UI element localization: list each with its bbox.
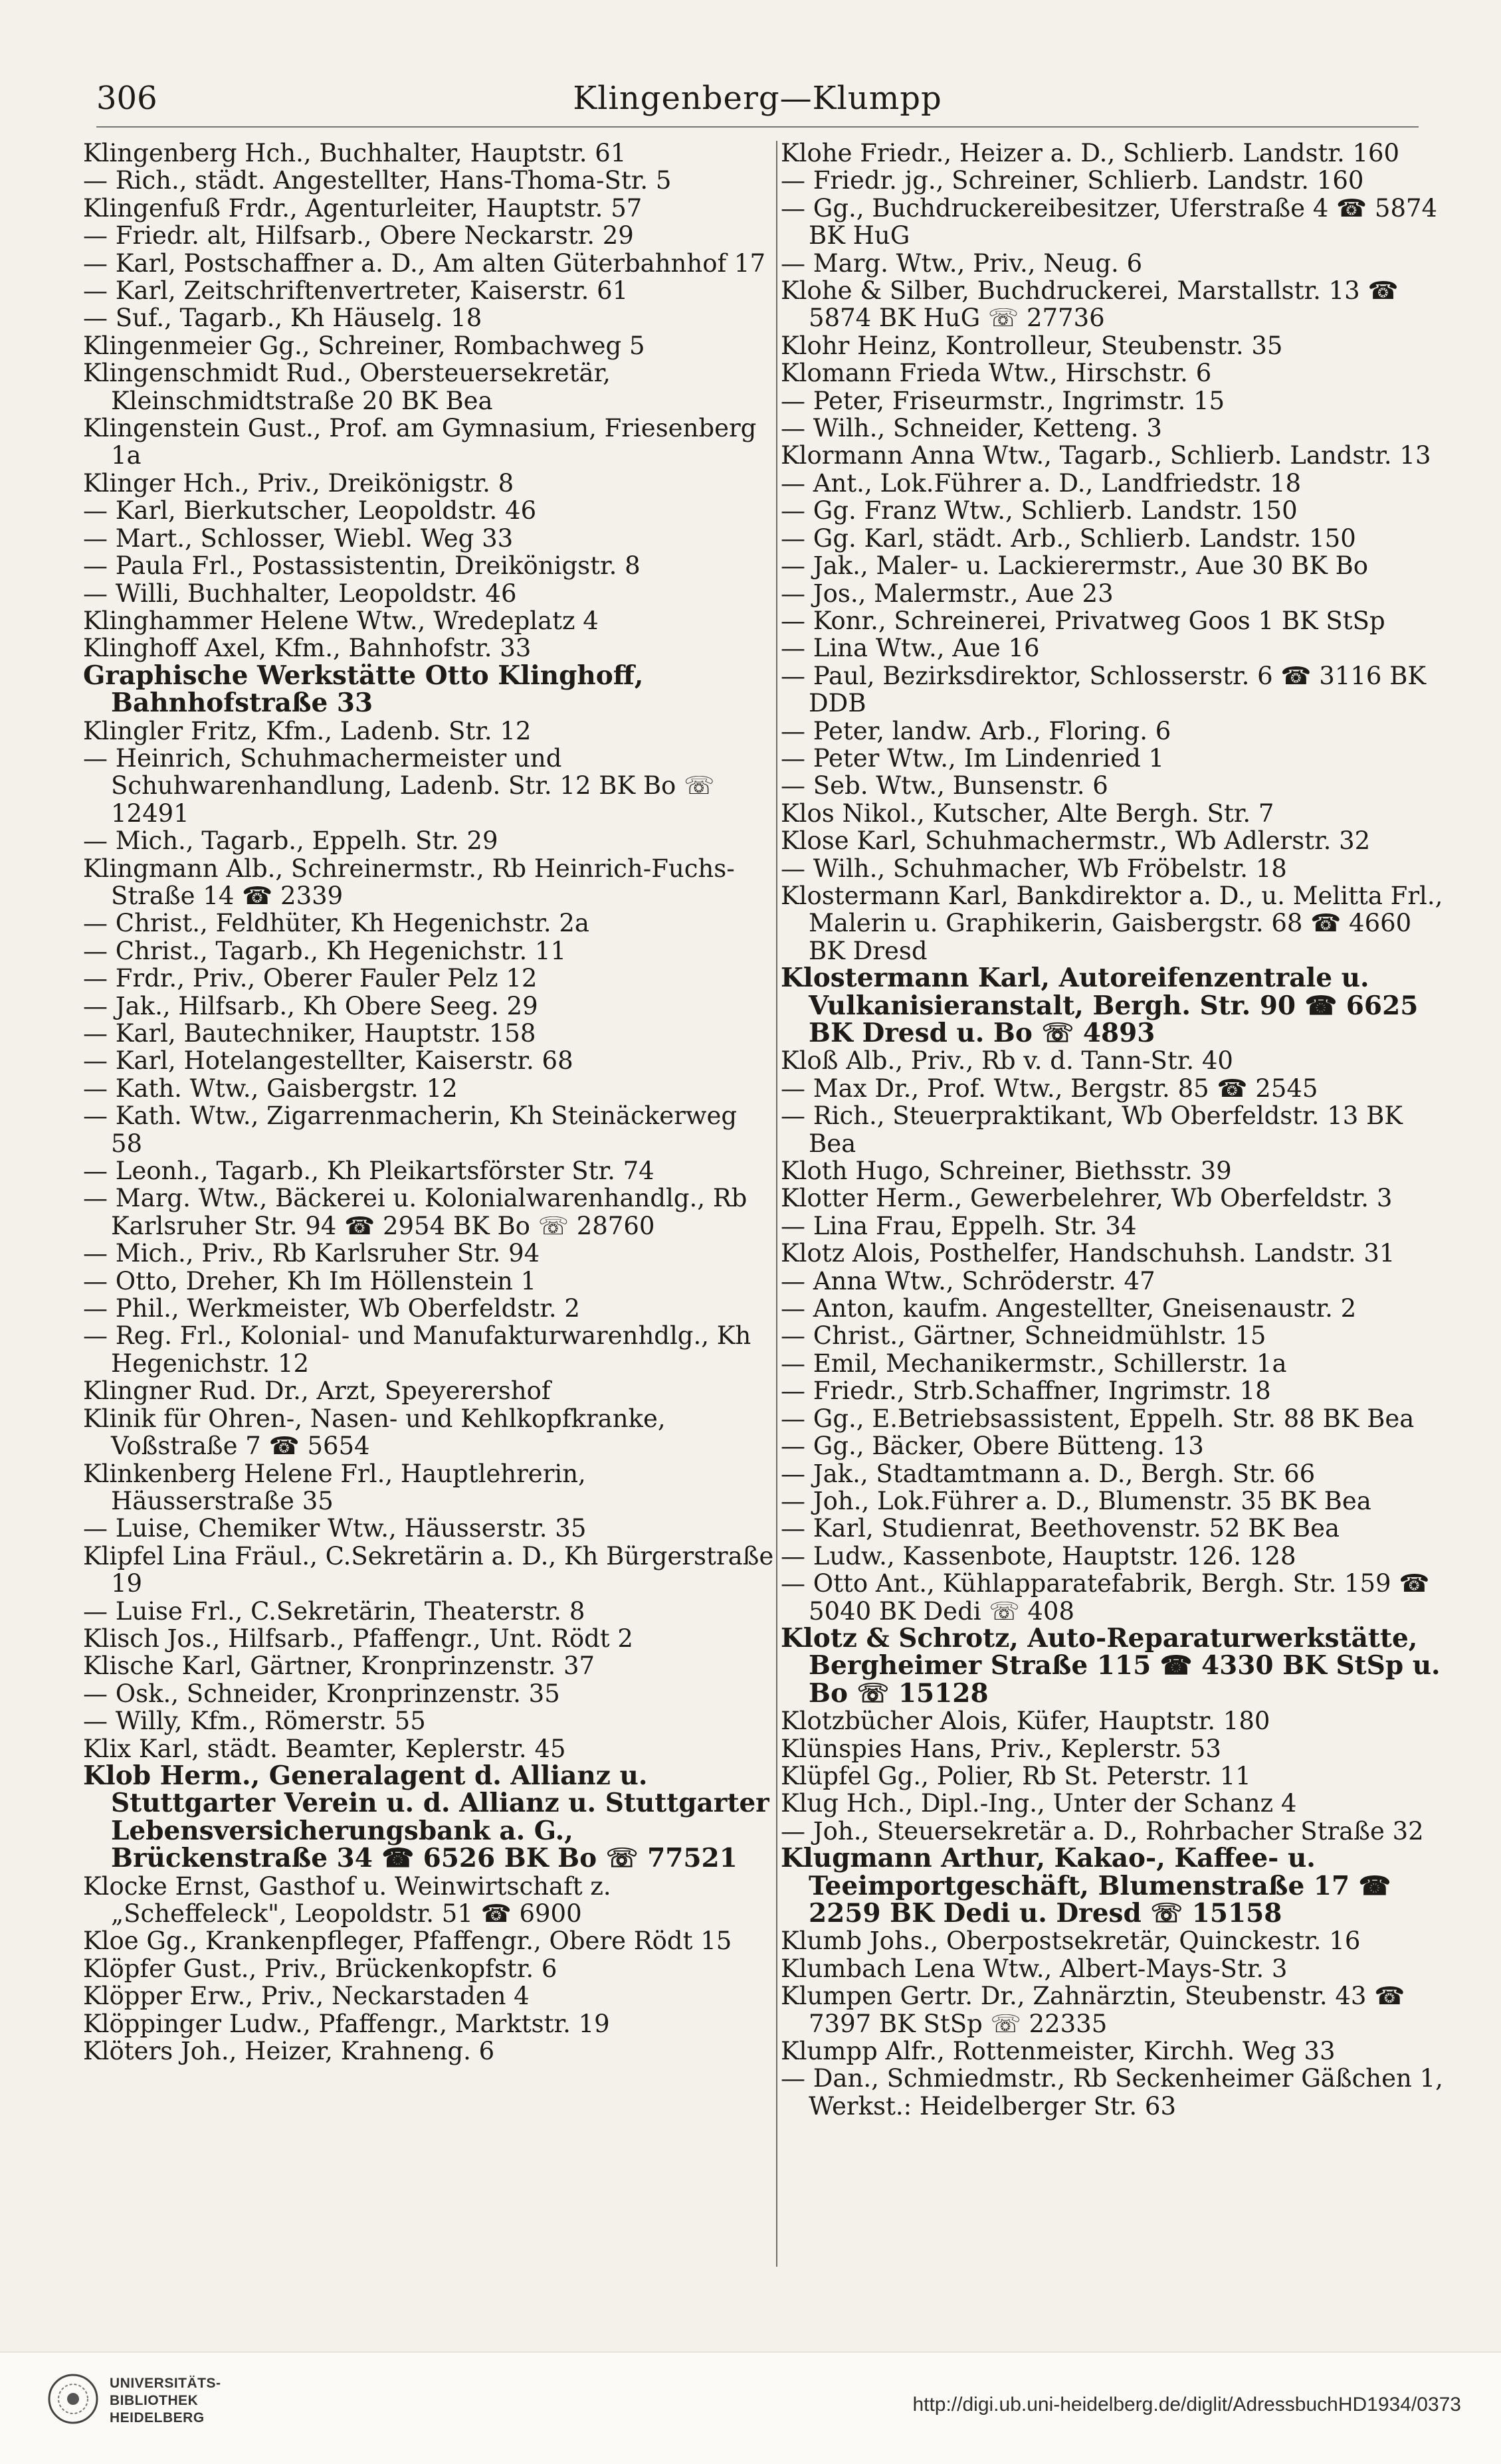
directory-entry: Klinkenberg Helene Frl., Hauptlehrerin, Häusserstraße 35 xyxy=(83,1459,586,1515)
directory-entry: Klinghoff Axel, Kfm., Bahnhofstr. 33 xyxy=(83,634,532,663)
directory-entry: — Gg. Karl, städt. Arb., Schlierb. Landstr. 150 xyxy=(781,523,1356,553)
directory-entry: — Luise Frl., C.Sekretärin, Theaterstr. 8 xyxy=(83,1596,585,1626)
directory-entry: Klostermann Karl, Bankdirektor a. D., u. Melitta Frl., Malerin u. Graphikerin, Gaisbergstr. 68 ☎ 4660 BK Dresd xyxy=(781,881,1443,965)
directory-entry: Kloe Gg., Krankenpfleger, Pfaffengr., Obere Rödt 15 xyxy=(83,1927,732,1956)
directory-entry: Klotz Alois, Posthelfer, Handschuhsh. Landstr. 31 xyxy=(781,1239,1395,1268)
directory-entry: Klormann Anna Wtw., Tagarb., Schlierb. Landstr. 13 xyxy=(781,441,1431,470)
directory-entry: Klohr Heinz, Kontrolleur, Steubenstr. 35 xyxy=(781,331,1283,360)
directory-entry: — Suf., Tagarb., Kh Häuselg. 18 xyxy=(83,304,482,333)
directory-entry: Klingenberg Hch., Buchhalter, Hauptstr. 61 xyxy=(83,139,627,167)
directory-entry: — Osk., Schneider, Kronprinzenstr. 35 xyxy=(83,1679,560,1708)
directory-entry: — Christ., Tagarb., Kh Hegenichstr. 11 xyxy=(83,936,567,965)
directory-entry: Klingmann Alb., Schreinermstr., Rb Heinrich-Fuchs-Straße 14 ☎ 2339 xyxy=(83,854,735,910)
directory-entry: Klingler Fritz, Kfm., Ladenb. Str. 12 xyxy=(83,716,532,745)
directory-entry: Klinghammer Helene Wtw., Wredeplatz 4 xyxy=(83,606,599,635)
directory-entry: — Ant., Lok.Führer a. D., Landfriedstr. 18 xyxy=(781,468,1302,498)
directory-entry: — Dan., Schmiedmstr., Rb Seckenheimer Gäßchen 1, Werkst.: Heidelberger Str. 63 xyxy=(781,2064,1443,2121)
university-seal-icon xyxy=(47,2372,100,2425)
directory-entry: — Friedr., Strb.Schaffner, Ingrimstr. 18 xyxy=(781,1376,1271,1406)
directory-entry: — Kath. Wtw., Gaisbergstr. 12 xyxy=(83,1074,458,1103)
source-url-link[interactable]: http://digi.ub.uni-heidelberg.de/diglit/AdressbuchHD1934/0373 xyxy=(912,2394,1461,2416)
directory-entry: — Mich., Priv., Rb Karlsruher Str. 94 xyxy=(83,1239,540,1268)
directory-entry: — Gg., E.Betriebsassistent, Eppelh. Str. 88 BK Bea xyxy=(781,1404,1415,1433)
directory-entry: Klöpper Erw., Priv., Neckarstaden 4 xyxy=(83,1982,530,2011)
directory-entry: — Phil., Werkmeister, Wb Oberfeldstr. 2 xyxy=(83,1294,580,1323)
directory-entry: Klostermann Karl, Autoreifenzentrale u. Vulkanisieranstalt, Bergh. Str. 90 ☎ 6625 BK Dresd u. Bo ☏ 4893 xyxy=(781,963,1419,1048)
directory-entry: Klos Nikol., Kutscher, Alte Bergh. Str. 7 xyxy=(781,799,1274,828)
directory-entry: — Karl, Zeitschriftenvertreter, Kaiserstr. 61 xyxy=(83,276,629,306)
directory-entry: — Frdr., Priv., Oberer Fauler Pelz 12 xyxy=(83,964,538,993)
directory-entry: Klohe Friedr., Heizer a. D., Schlierb. Landstr. 160 xyxy=(781,139,1400,167)
directory-entry: Klotz & Schrotz, Auto-Reparaturwerkstätte, Bergheimer Straße 115 ☎ 4330 BK StSp u. Bo ☏ 15128 xyxy=(781,1622,1441,1709)
directory-entry: Klöters Joh., Heizer, Krahneng. 6 xyxy=(83,2037,495,2066)
directory-entry: Klotter Herm., Gewerbelehrer, Wb Oberfeldstr. 3 xyxy=(781,1184,1393,1213)
directory-entry: — Karl, Bautechniker, Hauptstr. 158 xyxy=(83,1019,536,1048)
directory-entry: — Joh., Lok.Führer a. D., Blumenstr. 35 BK Bea xyxy=(781,1486,1371,1515)
directory-entry: — Lina Frau, Eppelh. Str. 34 xyxy=(781,1211,1137,1240)
directory-entry: Klinik für Ohren-, Nasen- und Kehlkopfkranke, Voßstraße 7 ☎ 5654 xyxy=(83,1404,666,1461)
directory-entry: — Jak., Maler- u. Lackierermstr., Aue 30 BK Bo xyxy=(781,551,1369,581)
directory-entry: — Peter, Friseurmstr., Ingrimstr. 15 xyxy=(781,386,1225,415)
directory-entry: — Peter Wtw., Im Lindenried 1 xyxy=(781,743,1165,773)
library-line-3: HEIDELBERG xyxy=(110,2410,205,2425)
directory-entry: — Anton, kaufm. Angestellter, Gneisenaustr. 2 xyxy=(781,1294,1357,1323)
directory-entry: Klose Karl, Schuhmachermstr., Wb Adlerstr. 32 xyxy=(781,826,1371,856)
directory-entry: Klix Karl, städt. Beamter, Keplerstr. 45 xyxy=(83,1734,566,1763)
directory-entry: Klüpfel Gg., Polier, Rb St. Peterstr. 11 xyxy=(781,1761,1251,1790)
directory-entry: Klumpen Gertr. Dr., Zahnärztin, Steubenstr. 43 ☎ 7397 BK StSp ☏ 22335 xyxy=(781,1982,1405,2038)
page-header xyxy=(96,80,1419,128)
directory-entry: Klingenfuß Frdr., Agenturleiter, Hauptstr. 57 xyxy=(83,193,643,223)
directory-entry: Klingenmeier Gg., Schreiner, Rombachweg 5 xyxy=(83,331,645,360)
directory-entry: — Gg., Bäcker, Obere Bütteng. 13 xyxy=(781,1432,1204,1461)
directory-entry: — Willy, Kfm., Römerstr. 55 xyxy=(83,1707,426,1736)
directory-entry: Klünspies Hans, Priv., Keplerstr. 53 xyxy=(781,1734,1221,1763)
directory-entry: — Wilh., Schneider, Ketteng. 3 xyxy=(781,414,1162,443)
directory-entry: — Jos., Malermstr., Aue 23 xyxy=(781,579,1114,608)
left-column xyxy=(83,140,774,2065)
column-divider xyxy=(776,141,777,2267)
directory-entry: — Friedr. jg., Schreiner, Schlierb. Landstr. 160 xyxy=(781,166,1364,195)
directory-entry: Klumb Johs., Oberpostsekretär, Quinckestr. 16 xyxy=(781,1927,1361,1956)
directory-entry: — Heinrich, Schuhmachermeister und Schuhwarenhandlung, Ladenb. Str. 12 BK Bo ☏ 12491 xyxy=(83,743,715,828)
directory-entry: — Luise, Chemiker Wtw., Häusserstr. 35 xyxy=(83,1514,587,1543)
directory-entry: Klingenstein Gust., Prof. am Gymnasium, Friesenberg 1a xyxy=(83,414,757,470)
directory-entry: — Gg. Franz Wtw., Schlierb. Landstr. 150 xyxy=(781,496,1298,525)
directory-entry: — Wilh., Schuhmacher, Wb Fröbelstr. 18 xyxy=(781,854,1287,883)
directory-entry: — Christ., Feldhüter, Kh Hegenichstr. 2a xyxy=(83,909,589,938)
directory-entry: — Otto, Dreher, Kh Im Höllenstein 1 xyxy=(83,1266,537,1295)
directory-entry: Klisch Jos., Hilfsarb., Pfaffengr., Unt. Rödt 2 xyxy=(83,1624,633,1653)
directory-entry: Klugmann Arthur, Kakao-, Kaffee- u. Teeimportgeschäft, Blumenstraße 17 ☎ 2259 BK Dedi u. Dresd ☏ 15158 xyxy=(781,1843,1391,1929)
directory-entry: Klumbach Lena Wtw., Albert-Mays-Str. 3 xyxy=(781,1954,1288,1983)
directory-entry: — Karl, Studienrat, Beethovenstr. 52 BK Bea xyxy=(781,1514,1340,1543)
directory-entry: — Joh., Steuersekretär a. D., Rohrbacher Straße 32 xyxy=(781,1816,1424,1846)
directory-entry: — Gg., Buchdruckereibesitzer, Uferstraße 4 ☎ 5874 BK HuG xyxy=(781,193,1438,250)
directory-entry: — Jak., Stadtamtmann a. D., Bergh. Str. 66 xyxy=(781,1459,1316,1488)
directory-entry: — Mich., Tagarb., Eppelh. Str. 29 xyxy=(83,826,498,856)
directory-entry: — Reg. Frl., Kolonial- und Manufakturwarenhdlg., Kh Hegenichstr. 12 xyxy=(83,1321,751,1378)
directory-entry: Klocke Ernst, Gasthof u. Weinwirtschaft z. „Scheffeleck", Leopoldstr. 51 ☎ 6900 xyxy=(83,1871,611,1928)
directory-entry: Graphische Werkstätte Otto Klinghoff, Bahnhofstraße 33 xyxy=(83,660,644,719)
directory-entry: — Seb. Wtw., Bunsenstr. 6 xyxy=(781,771,1108,801)
directory-entry: — Max Dr., Prof. Wtw., Bergstr. 85 ☎ 2545 xyxy=(781,1074,1318,1103)
directory-entry: — Rich., Steuerpraktikant, Wb Oberfeldstr. 13 BK Bea xyxy=(781,1101,1403,1158)
directory-entry: — Karl, Postschaffner a. D., Am alten Güterbahnhof 17 xyxy=(83,248,766,278)
directory-entry: — Peter, landw. Arb., Floring. 6 xyxy=(781,716,1171,745)
page-number: 306 xyxy=(96,80,157,117)
directory-entry: Klinger Hch., Priv., Dreikönigstr. 8 xyxy=(83,468,514,498)
directory-entry: — Mart., Schlosser, Wiebl. Weg 33 xyxy=(83,523,514,553)
directory-entry: — Emil, Mechanikermstr., Schillerstr. 1a xyxy=(781,1349,1287,1378)
library-line-2: BIBLIOTHEK xyxy=(110,2393,199,2408)
directory-entry: Klingenschmidt Rud., Obersteuersekretär, Kleinschmidtstraße 20 BK Bea xyxy=(83,359,611,415)
directory-entry: Klöpfer Gust., Priv., Brückenkopfstr. 6 xyxy=(83,1954,557,1983)
directory-entry: Klug Hch., Dipl.-Ing., Unter der Schanz 4 xyxy=(781,1789,1297,1818)
directory-entry: — Anna Wtw., Schröderstr. 47 xyxy=(781,1266,1155,1295)
library-line-1: UNIVERSITÄTS- xyxy=(110,2376,221,2391)
directory-entry: — Paul, Bezirksdirektor, Schlosserstr. 6 ☎ 3116 BK DDB xyxy=(781,661,1427,718)
directory-entry: Klöppinger Ludw., Pfaffengr., Marktstr. 19 xyxy=(83,2009,610,2038)
directory-entry: Klische Karl, Gärtner, Kronprinzenstr. 37 xyxy=(83,1652,595,1681)
directory-entry: Kloth Hugo, Schreiner, Biethsstr. 39 xyxy=(781,1157,1232,1186)
library-name xyxy=(110,2375,221,2427)
directory-entry: — Lina Wtw., Aue 16 xyxy=(781,634,1040,663)
right-column xyxy=(781,140,1445,2120)
directory-entry: Kloß Alb., Priv., Rb v. d. Tann-Str. 40 xyxy=(781,1046,1233,1076)
directory-entry: Klumpp Alfr., Rottenmeister, Kirchh. Weg 33 xyxy=(781,2037,1336,2066)
directory-entry: — Leonh., Tagarb., Kh Pleikartsförster Str. 74 xyxy=(83,1157,654,1186)
directory-entry: — Konr., Schreinerei, Privatweg Goos 1 BK StSp xyxy=(781,606,1385,635)
directory-entry: — Friedr. alt, Hilfsarb., Obere Neckarstr. 29 xyxy=(83,221,634,250)
directory-entry: — Marg. Wtw., Bäckerei u. Kolonialwarenhandlg., Rb Karlsruher Str. 94 ☎ 2954 BK Bo ☏ 28760 xyxy=(83,1184,748,1240)
directory-entry: — Christ., Gärtner, Schneidmühlstr. 15 xyxy=(781,1321,1266,1351)
directory-entry: — Karl, Hotelangestellter, Kaiserstr. 68 xyxy=(83,1046,573,1076)
directory-entry: Klob Herm., Generalagent d. Allianz u. Stuttgarter Verein u. d. Allianz u. Stuttgarter Lebensversicherungsbank a. G., Brückenstraße 34 ☎ 6526 BK Bo ☏ 77521 xyxy=(83,1760,769,1874)
directory-entry: — Otto Ant., Kühlapparatefabrik, Bergh. Str. 159 ☎ 5040 BK Dedi ☏ 408 xyxy=(781,1569,1430,1626)
directory-entry: — Marg. Wtw., Priv., Neug. 6 xyxy=(781,248,1143,278)
directory-entry: Klomann Frieda Wtw., Hirschstr. 6 xyxy=(781,359,1212,388)
footer-bar xyxy=(0,2352,1501,2464)
directory-entry: Klipfel Lina Fräul., C.Sekretärin a. D., Kh Bürgerstraße 19 xyxy=(83,1541,774,1598)
directory-entry: Klohe & Silber, Buchdruckerei, Marstallstr. 13 ☎ 5874 BK HuG ☏ 27736 xyxy=(781,276,1399,333)
directory-entry: Klingner Rud. Dr., Arzt, Speyerershof xyxy=(83,1376,551,1406)
directory-entry: — Willi, Buchhalter, Leopoldstr. 46 xyxy=(83,579,517,608)
directory-entry: — Paula Frl., Postassistentin, Dreikönigstr. 8 xyxy=(83,551,641,581)
page-title: Klingenberg—Klumpp xyxy=(573,80,942,117)
directory-entry: — Ludw., Kassenbote, Hauptstr. 126. 128 xyxy=(781,1541,1296,1570)
directory-entry: — Jak., Hilfsarb., Kh Obere Seeg. 29 xyxy=(83,991,538,1020)
directory-entry: Klotzbücher Alois, Küfer, Hauptstr. 180 xyxy=(781,1707,1270,1736)
directory-entry: — Karl, Bierkutscher, Leopoldstr. 46 xyxy=(83,496,537,525)
directory-entry: — Rich., städt. Angestellter, Hans-Thoma-Str. 5 xyxy=(83,166,672,195)
directory-entry: — Kath. Wtw., Zigarrenmacherin, Kh Steinäckerweg 58 xyxy=(83,1101,738,1158)
